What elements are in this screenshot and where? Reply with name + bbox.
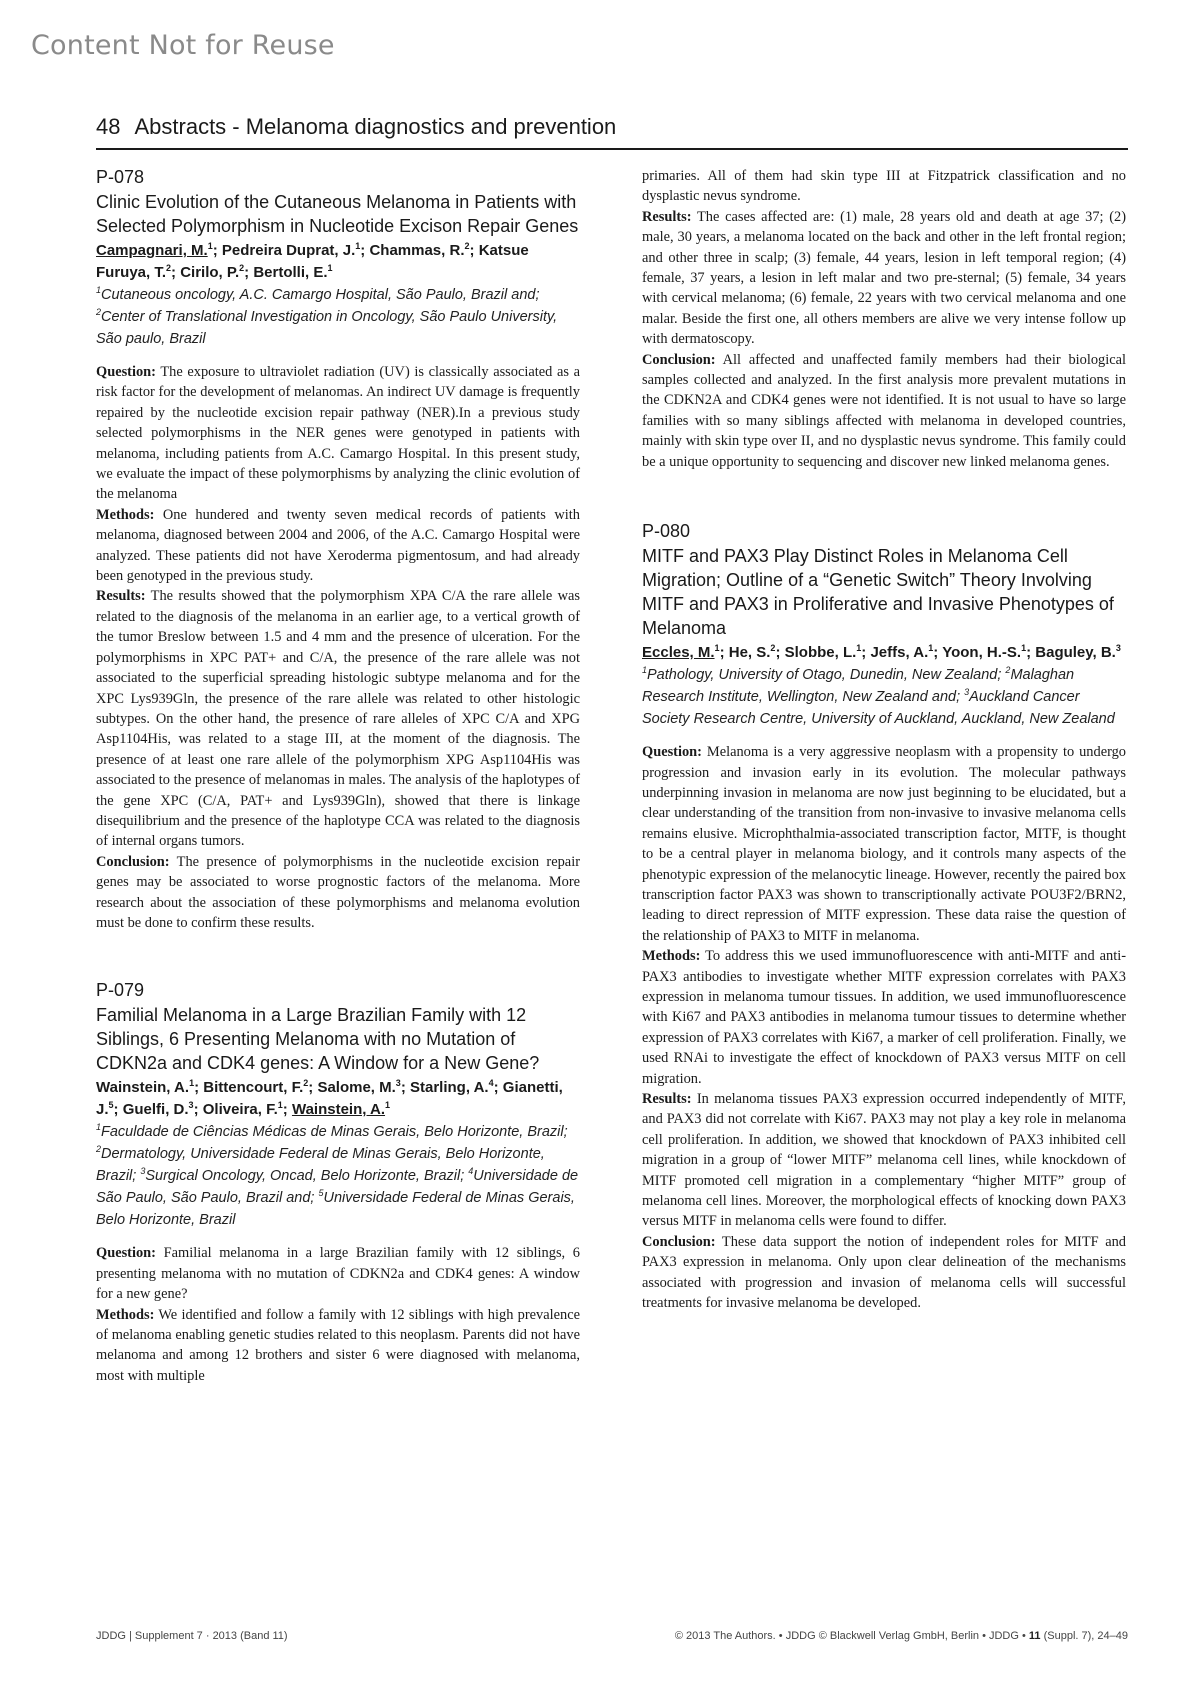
abstract-title: Familial Melanoma in a Large Brazilian Family with 12 Siblings, 6 Presenting Melanoma with no Mutation of CDKN2a and CDK4 genes: A Window for a New Gene?: [96, 1005, 540, 1074]
author-separator: ;: [775, 644, 785, 662]
author-affiliation-mark: 1: [189, 1078, 195, 1089]
author-name: Pedreira Duprat, J.: [221, 242, 356, 259]
affiliation-text: Center of Translational Investigation in Oncology, São Paulo University, São paulo, Brazil: [96, 309, 558, 347]
footer-journal: JDDG | Supplement 7 · 2013 (Band 11): [96, 1630, 288, 1642]
affiliation-text: Dermatology, Universidade Federal de Minas Gerais, Belo Horizonte, Brazil;: [96, 1146, 545, 1185]
abstract-paragraph: [642, 350, 1126, 472]
author-name: Wainstein, A.: [96, 1079, 190, 1097]
author-separator: ;: [933, 644, 943, 662]
right-column: [642, 166, 1126, 1313]
author-separator: ;: [719, 644, 729, 662]
author-affiliation-mark: 1: [856, 643, 862, 654]
abstract-paragraph: [96, 1243, 580, 1304]
section-label: Conclusion:: [96, 853, 170, 870]
section-text: These data support the notion of independent roles for MITF and PAX3 expression in melanoma. Only upon clear delineation of the mechanisms associated with progression and invasion of melanoma cells will successful treatments for invasive melanoma be developed.: [642, 1233, 1126, 1312]
author-name: Cirilo, P.: [180, 264, 240, 281]
author-affiliation-mark: 1: [928, 643, 934, 654]
author-name: Guelfi, D.: [122, 1101, 189, 1119]
author-affiliation-mark: 1: [327, 263, 333, 273]
section-label: Results:: [642, 1091, 692, 1107]
abstract-paragraph: [96, 362, 580, 505]
header-rule: [96, 148, 1128, 150]
affiliation-text: Universidade Federal de Minas Gerais, Belo Horizonte, Brazil: [96, 1190, 575, 1229]
section-text: The cases affected are: (1) male, 28 years old and death at age 37; (2) male, 30 years, a melanoma located on the back and other in the left frontal region; and other three in scalp; (3) female, 44 years, lesion in left temporal region; (4) female, 37 years, a lesion in left malar and two pre-sternal; (5) female, 34 years with cervical melanoma; (6) female, 22 years with two cervical melanoma and one malar. Beside the first one, all others members are alive we very intense follow up with dermatoscopy.: [642, 208, 1126, 348]
affiliation-mark: 2: [96, 1144, 102, 1155]
affiliation-mark: 1: [96, 285, 102, 296]
footer-copyright-suffix: (Suppl. 7), 24–49: [1040, 1630, 1128, 1642]
abstract-paragraph: [642, 1089, 1126, 1232]
author-affiliation-mark: 5: [108, 1100, 114, 1111]
author-affiliation-mark: 2: [303, 1078, 309, 1089]
abstract-p078: [96, 166, 580, 933]
affiliation-list: [96, 1121, 580, 1231]
author-affiliation-mark: 3: [1115, 643, 1121, 654]
affiliation-mark: 2: [1005, 665, 1011, 676]
abstract-body: [96, 1243, 580, 1386]
section-text: In melanoma tissues PAX3 expression occurred independently of MITF, and PAX3 did not correlate with Ki67. PAX3 may not play a key role in melanoma cell proliferation. In addition, we showed that knockdown of PAX3 inhibited cell migration in a group of “lower MITF” melanoma cell lines, while knockdown of MITF promoted cell migration in a complementary “higher MITF” group of melanoma cell lines. Moreover, the morphological effects of knocking down PAX3 versus MITF in melanoma cells were found to differ.: [642, 1091, 1126, 1230]
abstract-body: [96, 362, 580, 933]
affiliation-mark: 1: [96, 1122, 102, 1133]
author-name: Slobbe, L.: [784, 644, 857, 662]
abstract-paragraph: [96, 1305, 580, 1387]
section-label: Results:: [642, 208, 692, 225]
section-label: Question:: [96, 364, 156, 380]
affiliation-mark: 1: [642, 665, 648, 676]
author-name: Bittencourt, F.: [203, 1079, 304, 1097]
affiliation-text: Auckland Cancer Society Research Centre, University of Auckland, Auckland, New Zealand: [642, 689, 1115, 728]
section-title: Abstracts - Melanoma diagnostics and prevention: [134, 114, 617, 139]
section-text: To address this we used immunofluorescence with anti-MITF and anti-PAX3 antibodies to investigate whether MITF expression correlates with PAX3 expression in melanoma tumour tissues. In addition, we used immunofluorescence with Ki67 and PAX3 antibodies in melanoma tumour tissues to determine whether expression of PAX3 correlates with Ki67, a marker of cell proliferation. Finally, we used RNAi to investigate the effect of knockdown of PAX3 versus MITF on cell migration.: [642, 948, 1126, 1087]
author-affiliation-mark: 1: [277, 1100, 283, 1111]
section-label: Results:: [96, 588, 146, 605]
section-label: Conclusion:: [642, 351, 716, 368]
author-name: Oliveira, F.: [202, 1101, 278, 1119]
section-label: Methods:: [642, 948, 701, 965]
abstract-paragraph: [642, 207, 1126, 350]
abstract-title: MITF and PAX3 Play Distinct Roles in Melanoma Cell Migration; Outline of a “Genetic Switch” Theory Involving MITF and PAX3 in Proliferative and Invasive Phenotypes of Melanoma: [642, 546, 1114, 639]
section-text: The presence of polymorphisms in the nucleotide excision repair genes may be associated to worse prognostic factors of the melanoma. More research about the association of these polymorphisms and melanoma evolution must be done to confirm these results.: [96, 853, 580, 931]
footer-volume: 11: [1028, 1630, 1041, 1642]
author-name: Baguley, B.: [1035, 644, 1116, 662]
section-text: primaries. All of them had skin type III at Fitzpatrick classification and no dysplastic nevus syndrome.: [642, 168, 1126, 205]
abstract-paragraph: [642, 946, 1126, 1089]
abstract-paragraph: [96, 586, 580, 851]
section-text: We identified and follow a family with 12 siblings with high prevalence of melanoma enabling genetic studies related to this neoplasm. Parents did not have melanoma and among 12 brothers and sister 6 were diagnosed with melanoma, most with multiple: [96, 1306, 580, 1384]
author-separator: ;: [493, 1079, 503, 1097]
abstract-paragraph: [642, 1232, 1126, 1314]
author-affiliation-mark: 1: [385, 1100, 391, 1111]
author-list: [642, 642, 1126, 664]
author-affiliation-mark: 4: [488, 1078, 494, 1089]
author-name: Wainstein, A.: [291, 1101, 386, 1119]
author-name: Jeffs, A.: [870, 644, 929, 662]
author-list: [96, 240, 580, 284]
abstract-id: P-078: [96, 167, 145, 187]
page-number: 48: [96, 114, 121, 139]
section-text: Familial melanoma in a large Brazilian family with 12 siblings, 6 presenting melanoma with no mutation of CDKN2a and CDK4 genes: A window for a new gene?: [96, 1245, 580, 1303]
author-name: Starling, A.: [409, 1079, 489, 1097]
author-name: Bertolli, E.: [253, 264, 328, 281]
author-name: Yoon, H.-S.: [942, 644, 1022, 662]
author-separator: ;: [171, 264, 181, 281]
author-affiliation-mark: 1: [355, 241, 361, 251]
author-separator: ;: [193, 1101, 203, 1119]
author-affiliation-mark: 1: [714, 643, 720, 654]
affiliation-text: Universidade de São Paulo, São Paulo, Brazil and;: [96, 1168, 579, 1207]
affiliation-text: Malaghan Research Institute, Wellington, New Zealand and;: [642, 667, 1075, 706]
section-label: Methods:: [96, 1306, 155, 1323]
section-label: Conclusion:: [642, 1233, 716, 1250]
abstract-p079-continuation: [642, 166, 1126, 472]
abstract-id: P-079: [96, 980, 145, 1001]
author-separator: ;: [308, 1079, 318, 1097]
author-name: Eccles, M.: [642, 644, 715, 662]
abstract-paragraph: [642, 742, 1126, 946]
author-affiliation-mark: 2: [770, 643, 776, 654]
author-affiliation-mark: 3: [188, 1100, 194, 1111]
affiliation-mark: 3: [964, 687, 970, 698]
running-header: [96, 114, 1128, 140]
author-name: Salome, M.: [317, 1079, 396, 1097]
affiliation-text: Faculdade de Ciências Médicas de Minas Gerais, Belo Horizonte, Brazil;: [101, 1124, 568, 1141]
abstract-body: [642, 742, 1126, 1313]
author-name: Chammas, R.: [369, 242, 465, 259]
abstract-paragraph: [96, 505, 580, 587]
affiliation-mark: 2: [96, 307, 102, 318]
section-label: Question:: [96, 1245, 156, 1262]
affiliation-list: [96, 284, 580, 350]
author-separator: ;: [282, 1101, 292, 1119]
affiliation-list: [642, 664, 1126, 730]
author-separator: ;: [212, 242, 222, 259]
author-affiliation-mark: 2: [166, 263, 172, 273]
author-separator: ;: [469, 242, 479, 259]
section-text: Melanoma is a very aggressive neoplasm with a propensity to undergo progression and invasion early in its evolution. The molecular pathways underpinning invasion in melanoma are now just beginning to be elucidated, but a clear understanding of the transition from non-invasive to invasive melanoma cells remains elusive. Microphthalmia-associated transcription factor, MITF, is thought to be a central player in melanoma biology, and it controls many aspects of the phenotypic expression of the melanocytic lineage. However, recently the paired box transcription factor PAX3 was shown to transcriptionally activate POU3F2/BRN2, leading to direct repression of MITF expression. These data raise the question of the relationship of PAX3 to MITF in melanoma.: [642, 744, 1126, 944]
affiliation-mark: 4: [468, 1166, 474, 1177]
affiliation-text: Surgical Oncology, Oncad, Belo Horizonte, Brazil;: [145, 1168, 469, 1185]
abstract-p079: [96, 979, 580, 1386]
author-separator: ;: [861, 644, 871, 662]
author-separator: ;: [194, 1079, 204, 1097]
abstract-paragraph: [96, 852, 580, 934]
left-column: [96, 166, 580, 1386]
section-text: One hundered and twenty seven medical records of patients with melanoma, diagnosed between 2004 and 2006, of the A.C. Camargo Hospital were analyzed. These patients did not have Xeroderma pigmentosum, and had already been genotyped in the previous study.: [96, 506, 580, 585]
affiliation-text: Cutaneous oncology, A.C. Camargo Hospital, São Paulo, Brazil and;: [101, 287, 540, 303]
author-name: Katsue Furuya, T.: [96, 242, 529, 281]
watermark: Content Not for Reuse: [31, 30, 335, 61]
author-separator: ;: [360, 242, 370, 259]
author-separator: ;: [1026, 644, 1036, 662]
section-text: The results showed that the polymorphism XPA C/A the rare allele was related to the diagnosis of the melanoma in an earlier age, to a vertical growth of the tumor Breslow between 1.5 and 4 mm and the presence of ulceration. For the polymorphisms in XPC PAT+ and C/A, the presence of the rare allele was not associated to the superficial spreading histologic subtype melanoma and for the XPC Lys939Gln, the presence of the rare allele was related to other histologic subtypes. On the other hand, the presence of rare alleles of XPC C/A and XPG Asp1104His, was related to a stage III, at the moment of the diagnosis. The presence of at least one rare allele of the polymorphism XPG Asp1104His was associated to the presence of melanomas in males. The analysis of the haplotypes of the gene XPC (C/A, PAT+ and Lys939Gln), showed that there is linkage disequilibrium and the presence of the haplotype CCA was related to the diagnosis of internal organs tumors.: [96, 588, 580, 850]
abstract-id: P-080: [642, 521, 691, 542]
abstract-paragraph: [642, 166, 1126, 207]
author-separator: ;: [113, 1101, 123, 1119]
section-label: Methods:: [96, 506, 155, 523]
author-separator: ;: [244, 264, 254, 281]
section-label: Question:: [642, 744, 702, 761]
abstract-title: Clinic Evolution of the Cutaneous Melanoma in Patients with Selected Polymorphism in Nucleotide Excison Repair Genes: [96, 192, 579, 236]
footer-copyright-prefix: © 2013 The Authors. • JDDG © Blackwell Verlag GmbH, Berlin • JDDG •: [674, 1630, 1029, 1642]
footer-copyright: [675, 1630, 1128, 1642]
section-text: The exposure to ultraviolet radiation (UV) is classically associated as a risk factor for the development of melanomas. An indirect UV damage is frequently repaired by the nucleotide excision repair pathway (NER).In a previous study selected polymorphisms in the NER genes were genotyped in patients with melanoma, including patients from A.C. Camargo Hospital. In this present study, we evaluate the impact of these polymorphisms by analyzing the clinic evolution of the melanoma: [96, 364, 580, 503]
affiliation-mark: 5: [318, 1188, 324, 1199]
author-list: [96, 1077, 580, 1121]
author-name: He, S.: [728, 644, 771, 662]
author-separator: ;: [400, 1079, 410, 1097]
abstract-p080: [642, 520, 1126, 1313]
section-text: All affected and unaffected family members had their biological samples collected and analyzed. In the first analysis more prevalent mutations in the CDKN2A and CDK4 genes were not identified. It is not usual to have so large families with so many siblings affected with melanoma in developed countries, mainly with skin type over II, and no dysplastic nevus syndrome. This family could be a unique opportunity to sequencing and discover new linked melanoma genes.: [642, 351, 1126, 470]
affiliation-text: Pathology, University of Otago, Dunedin, New Zealand;: [647, 667, 1006, 684]
author-affiliation-mark: 1: [1021, 643, 1027, 654]
author-affiliation-mark: 3: [395, 1078, 401, 1089]
author-name: Campagnari, M.: [96, 242, 208, 259]
author-affiliation-mark: 2: [464, 241, 470, 251]
author-name: Gianetti, J.: [96, 1079, 563, 1119]
author-affiliation-mark: 2: [239, 263, 245, 273]
affiliation-mark: 3: [140, 1166, 146, 1177]
author-affiliation-mark: 1: [207, 241, 213, 251]
